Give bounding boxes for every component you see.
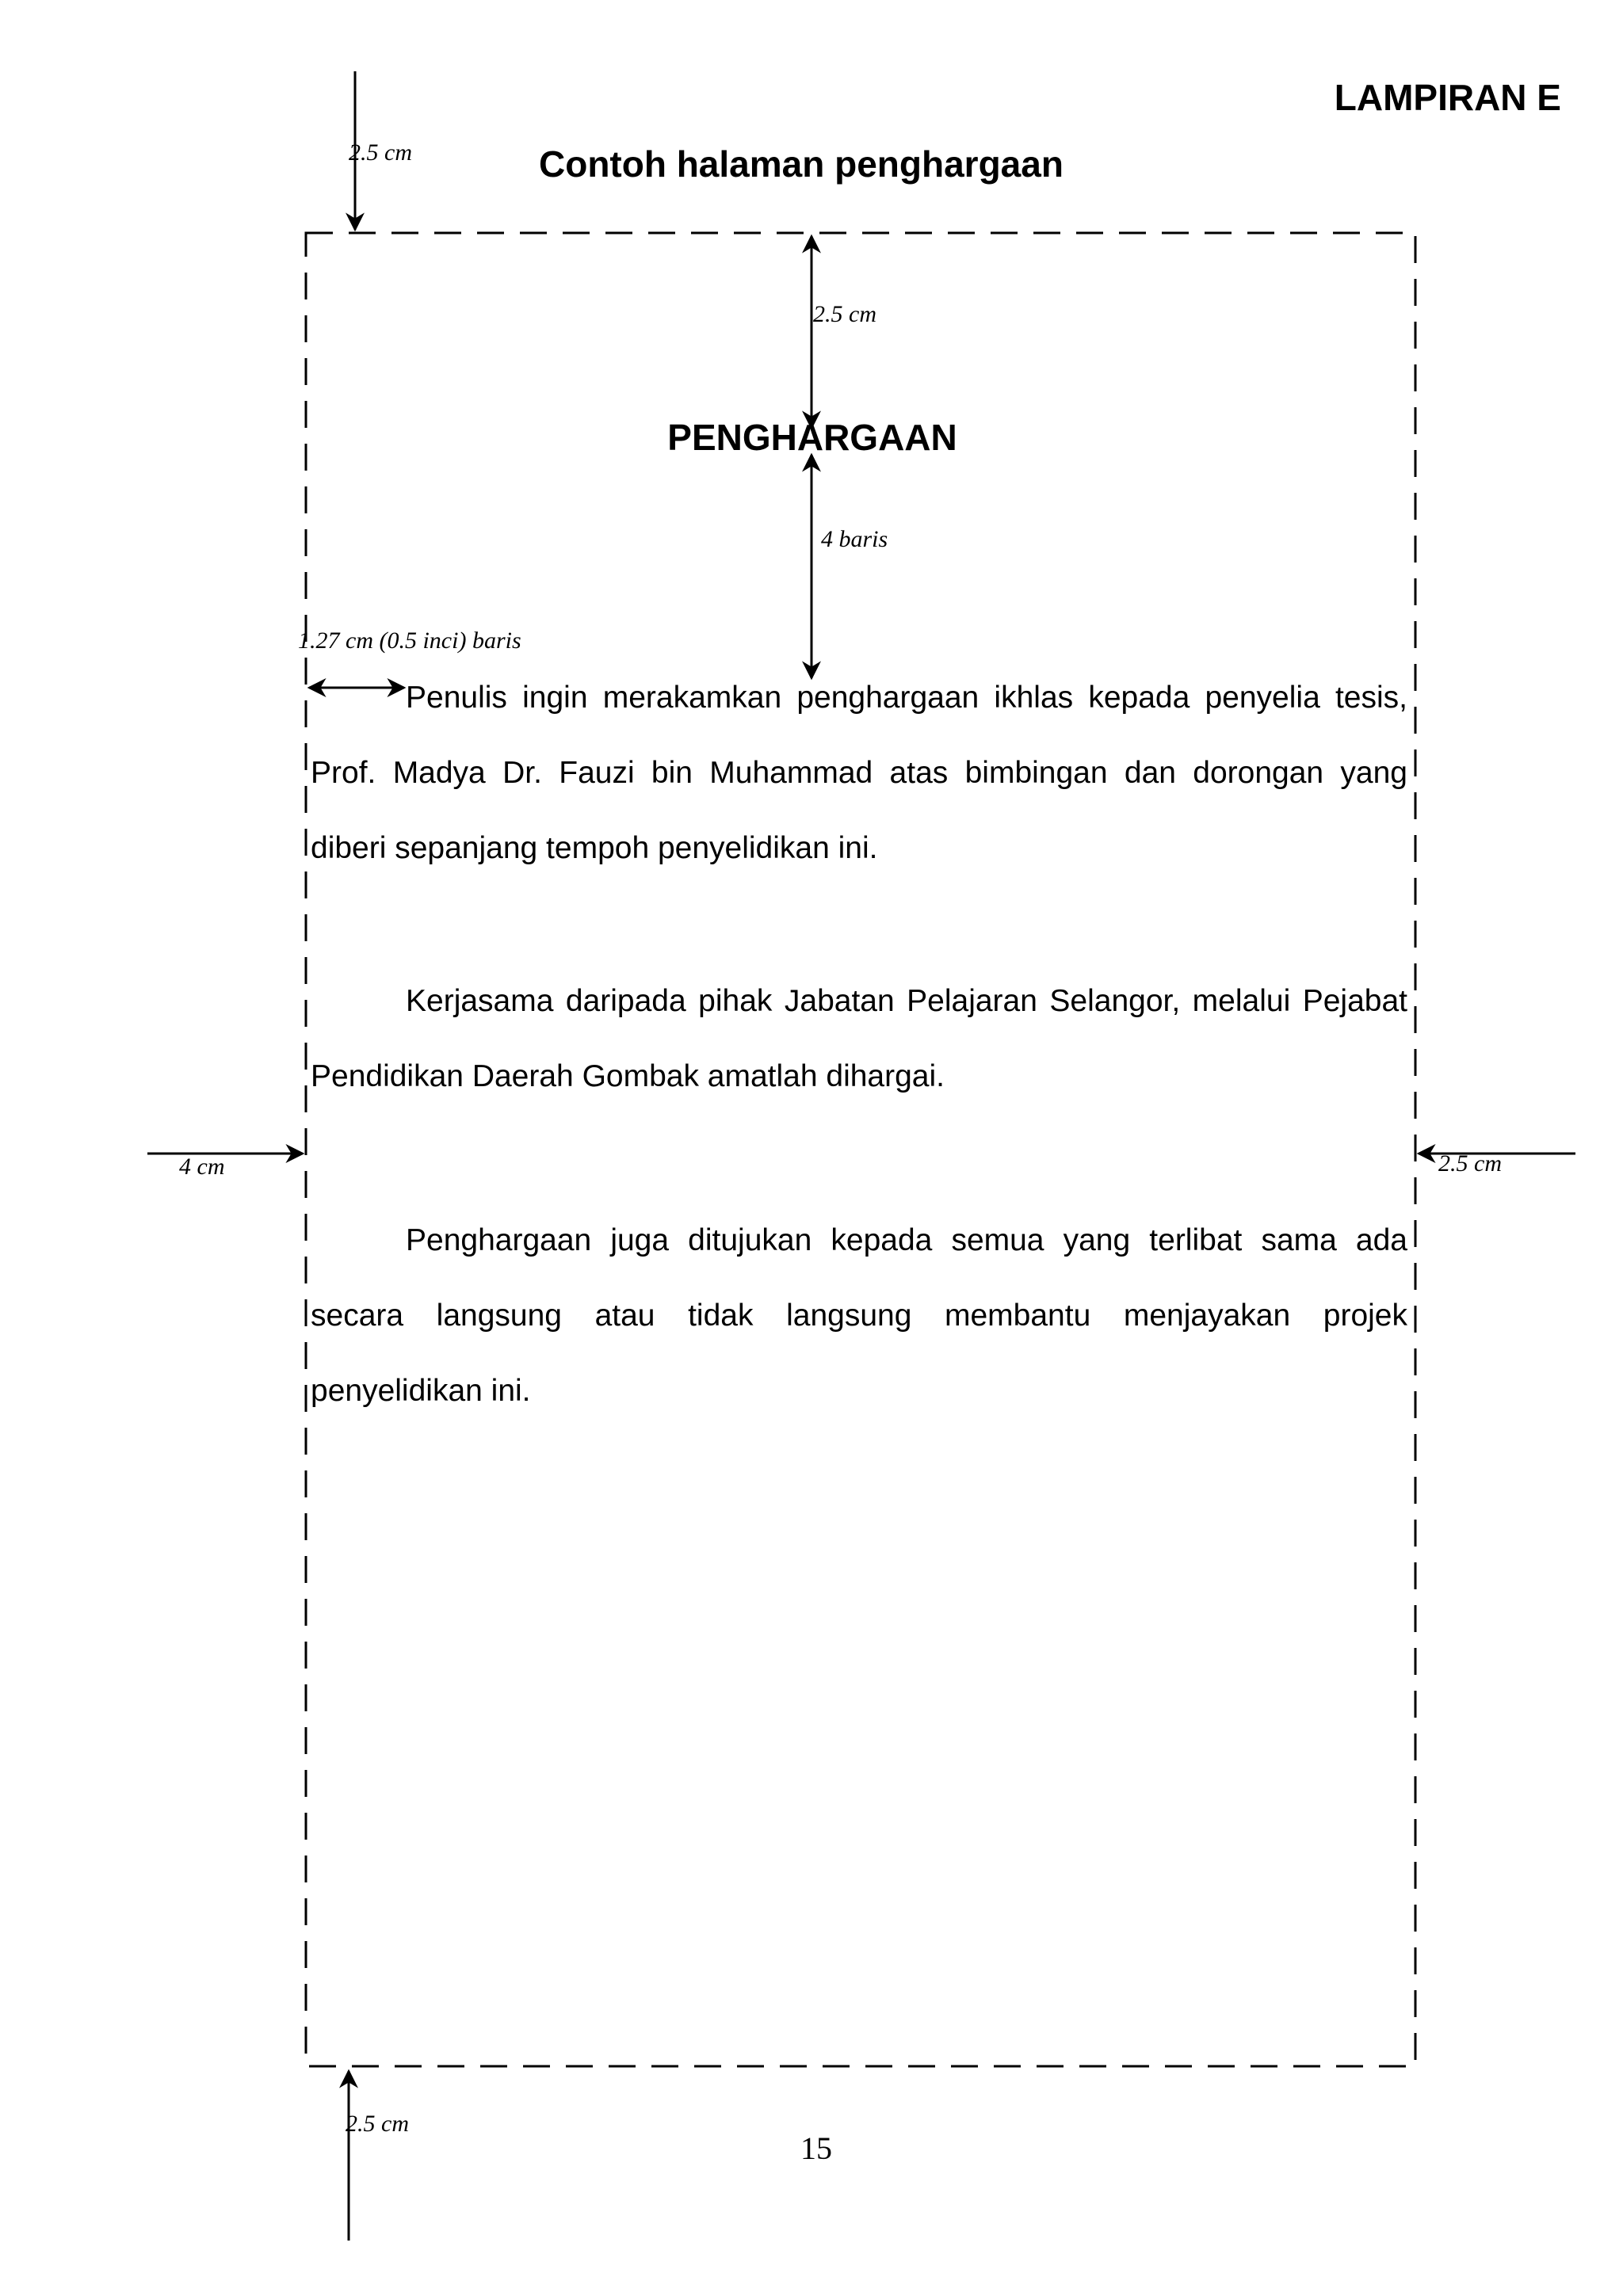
text-area-border [306, 233, 1415, 2066]
right-margin-label: 2.5 cm [1438, 1150, 1502, 1177]
paragraph-1: Penulis ingin merakamkan penghargaan ikhlas kepada penyelia tesis, Prof. Madya Dr. Fauzi bin Muhammad atas bimbingan dan dorongan yang diberi sepanjang tempoh penyelidikan ini. [311, 681, 1407, 865]
indent-label: 1.27 cm (0.5 inci) baris [298, 627, 521, 654]
top-inner-margin-label: 2.5 cm [813, 301, 876, 327]
left-margin-label: 4 cm [179, 1154, 225, 1180]
page-heading: PENGHARGAAN [667, 417, 957, 458]
top-outer-margin-label: 2.5 cm [349, 139, 412, 166]
heading-gap-label: 4 baris [821, 526, 888, 552]
bottom-margin-label: 2.5 cm [346, 2111, 409, 2137]
appendix-label: LAMPIRAN E [1334, 77, 1561, 118]
paragraph-2: Kerjasama daripada pihak Jabatan Pelajaran Selangor, melalui Pejabat Pendidikan Daerah Gombak amatlah dihargai. [311, 984, 1407, 1093]
page-number: 15 [800, 2130, 832, 2166]
sample-title: Contoh halaman penghargaan [539, 143, 1064, 185]
paragraph-3: Penghargaan juga ditujukan kepada semua yang terlibat sama ada secara langsung atau tidak langsung membantu menjayakan projek penyelidikan ini. [311, 1223, 1407, 1408]
